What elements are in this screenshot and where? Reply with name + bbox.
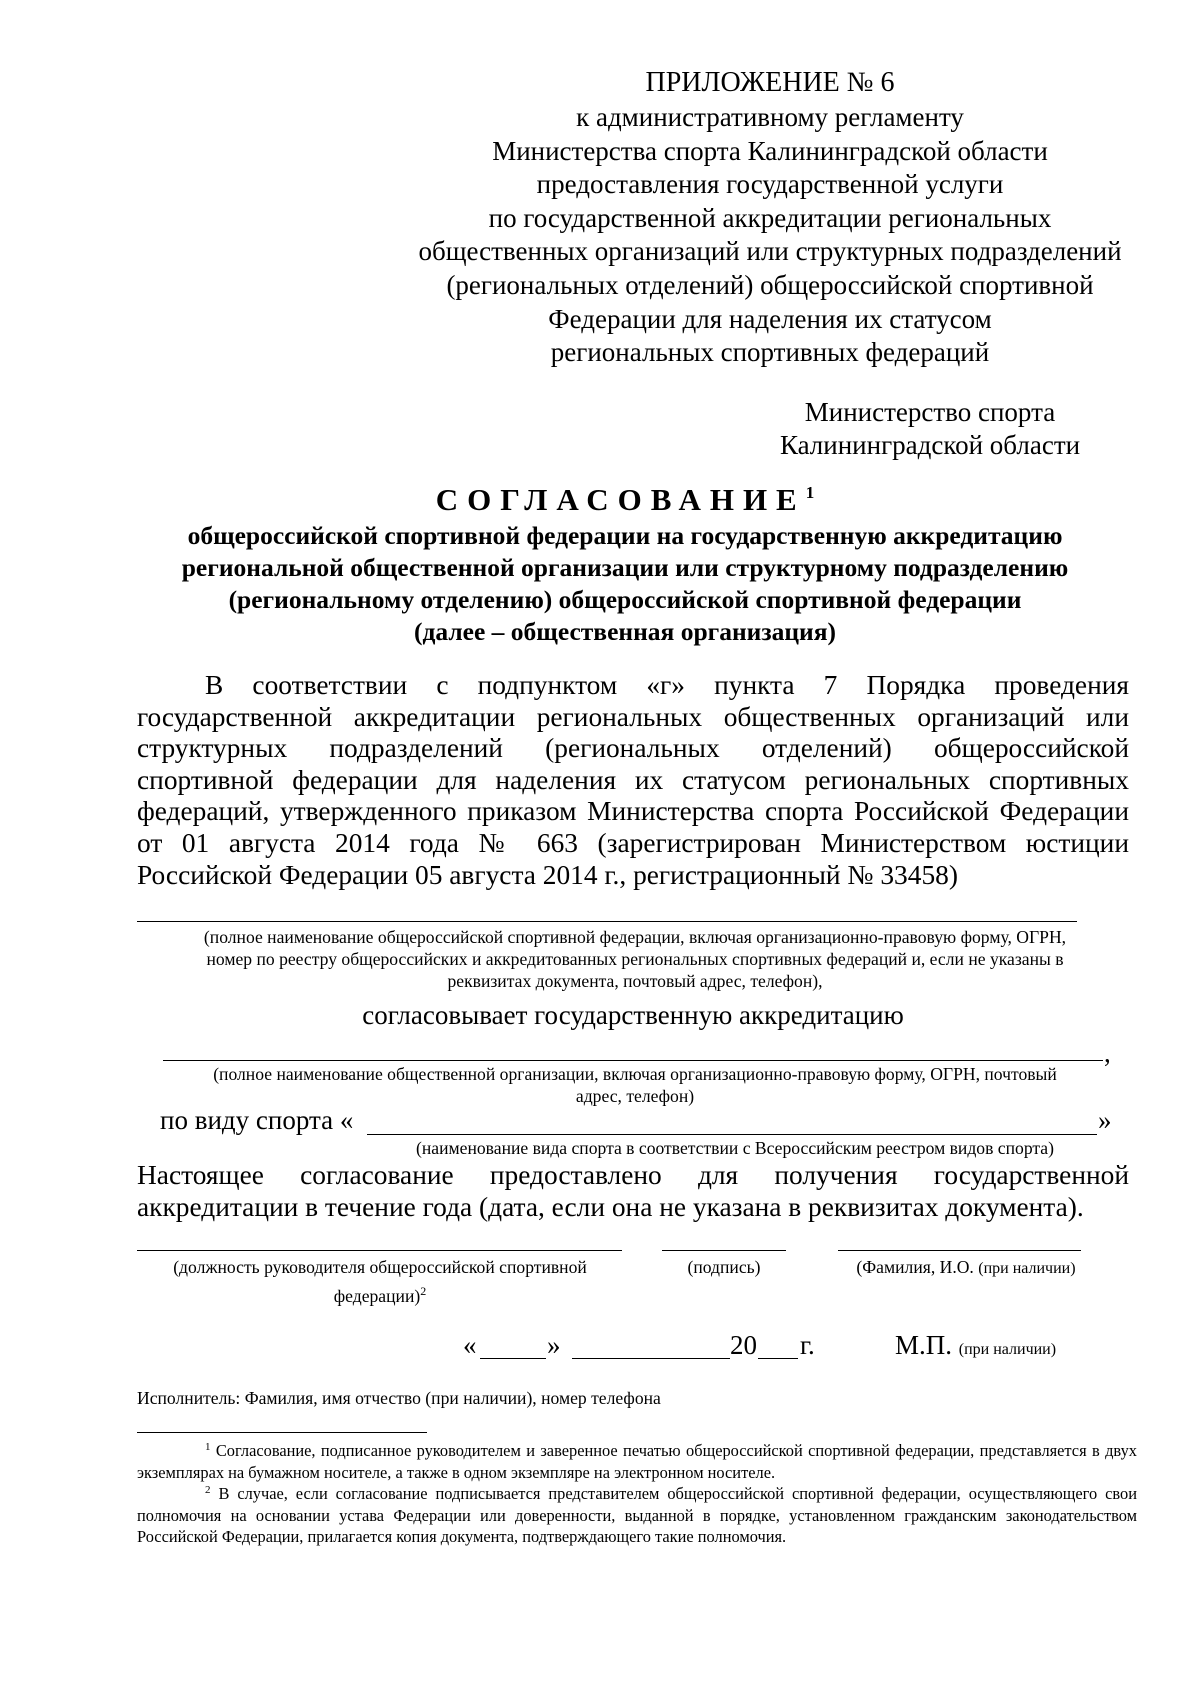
- name-caption-note: (при наличии): [978, 1260, 1076, 1277]
- federation-name-line: [137, 921, 1077, 922]
- footnote-ref-2: 2: [420, 1284, 427, 1298]
- appendix-line: Министерства спорта Калининградской области: [492, 135, 1048, 166]
- sport-label: по виду спорта «: [160, 1105, 354, 1135]
- addressee-line: Министерство спорта: [804, 397, 1056, 427]
- caption-line: адрес, телефон): [575, 1086, 695, 1106]
- position-line: [137, 1250, 622, 1251]
- name-caption: [836, 1256, 1096, 1280]
- sport-name-line: [367, 1134, 1097, 1135]
- footnote-separator: [137, 1432, 427, 1433]
- stamp-text: М.П.: [895, 1330, 953, 1360]
- year-line: [758, 1358, 798, 1359]
- federation-caption: [120, 926, 1150, 992]
- organization-name-line: [163, 1060, 1103, 1061]
- position-caption-line: (должность руководителя общероссийской спортивной: [173, 1257, 587, 1277]
- footnotes: [137, 1440, 1137, 1548]
- executor-line: Исполнитель: Фамилия, имя отчество (при наличии), номер телефона: [137, 1388, 661, 1408]
- appendix-number: ПРИЛОЖЕНИЕ № 6: [645, 67, 895, 98]
- stamp-label: [895, 1330, 1056, 1361]
- footnote-text: В случае, если согласование подписывается представителем общероссийской спортивной федерации, осуществляющего свои полномочия на основании устава Федерации или доверенности, выданной в порядке, установленном гражданским законодательством Российской Федерации, прилагается копия документа, подтверждающего такие полномочия.: [137, 1484, 1137, 1546]
- day-line: [480, 1358, 546, 1359]
- position-caption-2: [130, 1280, 630, 1307]
- footnote-mark: 1: [205, 1441, 211, 1453]
- organization-caption: [120, 1063, 1150, 1107]
- appendix-line: (региональных отделений) общероссийской спортивной: [446, 269, 1094, 300]
- appendix-line: к административному регламенту: [576, 102, 964, 132]
- appendix-line: Федерации для наделения их статусом: [548, 303, 992, 334]
- sport-caption: (наименование вида спорта в соответствии с Всероссийским реестром видов спорта): [416, 1138, 1054, 1158]
- title-subline: (региональному отделению) общероссийской спортивной федерации: [228, 585, 1022, 614]
- title-heading-text: СОГЛАСОВАНИЕ: [435, 482, 806, 517]
- addressee-line: Калининградской области: [779, 430, 1081, 460]
- title-subline: (далее – общественная организация): [413, 617, 837, 646]
- footnote-text: Согласование, подписанное руководителем и заверенное печатью общероссийской спортивной федерации, представляется в двух экземплярах на бумажном носителе, а также в одном экземпляре на электронном носителе.: [137, 1441, 1137, 1482]
- title-subline: общероссийской спортивной федерации на государственную аккредитацию: [187, 521, 1063, 550]
- addressee-block: [760, 396, 1100, 462]
- signature-line: [662, 1250, 786, 1251]
- body-paragraph-block: [137, 670, 1129, 891]
- sport-close-quote: »: [1098, 1105, 1112, 1135]
- date-close-quote: »: [547, 1330, 561, 1360]
- body-paragraph: В соответствии с подпунктом «г» пункта 7 Порядка проведения государственной аккредитации региональных общественных организаций или структурных подразделений (региональных отделений) общероссийской спортивной федерации для наделения их статусом региональных спортивных федераций, утвержденного приказом Министерства спорта Российской Федерации от 01 августа 2014 года № 663 (зарегистрирован Министерством юстиции Российской Федерации 05 августа 2014 г., регистрационный № 33458): [137, 670, 1129, 890]
- final-line: Настоящее согласование предоставлено для получения государственной: [137, 1160, 1129, 1190]
- date-open-quote: «: [463, 1330, 477, 1360]
- title-subline: региональной общественной организации или структурному подразделению: [181, 553, 1069, 582]
- position-caption-line: федерации): [333, 1285, 421, 1306]
- title-heading: [125, 480, 1125, 520]
- footnote-mark: 2: [205, 1484, 211, 1496]
- footnote-2: [137, 1483, 1137, 1548]
- caption-line: (полное наименование общественной организации, включая организационно-правовую форму, ОГРН, почтовый: [213, 1064, 1057, 1084]
- footnote-1: [137, 1440, 1137, 1483]
- appendix-line: по государственной аккредитации региональных: [488, 202, 1052, 233]
- appendix-block: [390, 64, 1150, 370]
- org-line-comma: ,: [1104, 1038, 1111, 1068]
- stamp-note: (при наличии): [958, 1341, 1057, 1358]
- caption-line: номер по реестру общероссийских и аккредитованных региональных спортивных федераций и, если не указаны в: [206, 949, 1064, 969]
- final-statement: [137, 1160, 1129, 1223]
- caption-line: (полное наименование общероссийской спортивной федерации, включая организационно-правовую форму, ОГРН,: [203, 927, 1067, 947]
- name-line: [838, 1250, 1081, 1251]
- appendix-line: общественных организаций или структурных подразделений: [418, 236, 1122, 267]
- appendix-line: предоставления государственной услуги: [536, 169, 1004, 200]
- footnote-ref-1: 1: [805, 483, 815, 502]
- name-caption-main: (Фамилия, И.О.: [856, 1257, 974, 1277]
- caption-line: реквизитах документа, почтовый адрес, телефон),: [447, 971, 823, 991]
- agrees-text: согласовывает государственную аккредитацию: [362, 1000, 904, 1030]
- signature-caption: (подпись): [687, 1257, 761, 1277]
- document-title: [125, 480, 1125, 648]
- year-suffix: г.: [800, 1330, 815, 1360]
- position-caption: [130, 1256, 630, 1278]
- appendix-line: региональных спортивных федераций: [550, 337, 990, 368]
- final-line: аккредитации в течение года (дата, если она не указана в реквизитах документа).: [137, 1191, 1084, 1222]
- year-prefix: 20: [730, 1330, 757, 1360]
- month-line: [572, 1358, 730, 1359]
